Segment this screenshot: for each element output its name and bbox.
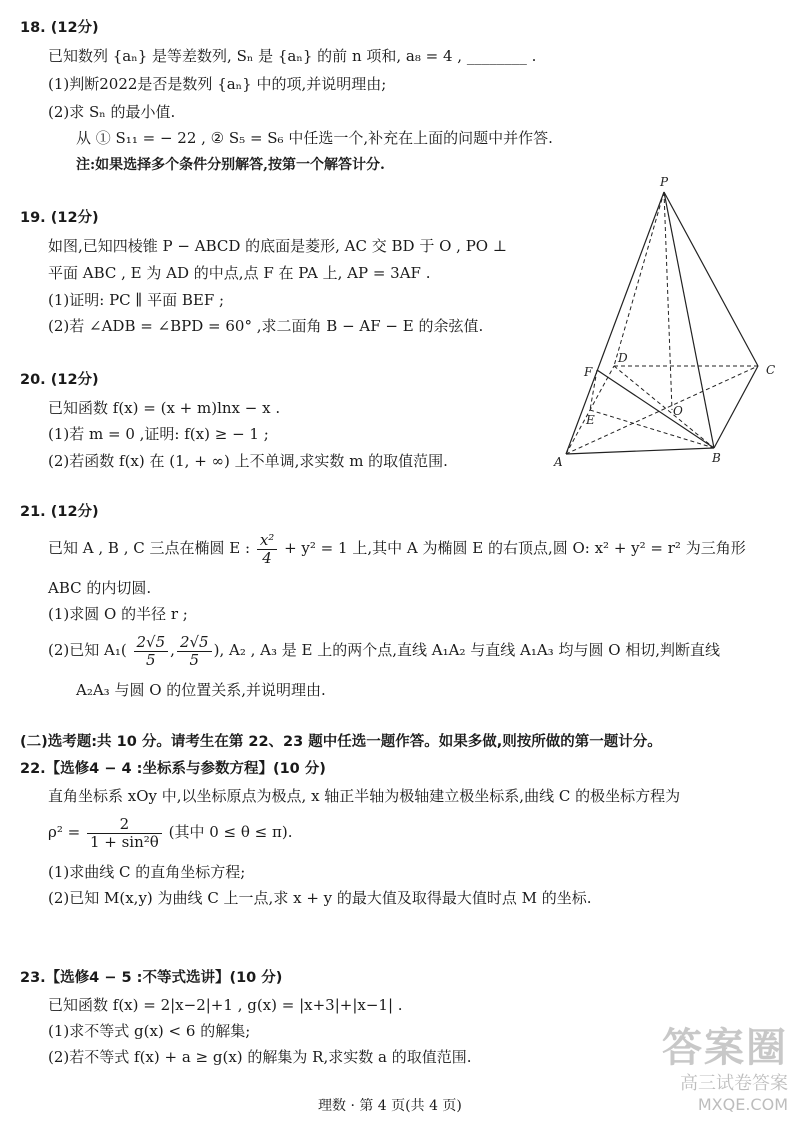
seg-EB [590, 410, 714, 448]
label-E: E [586, 413, 595, 427]
q21-part2a: (2)已知 A₁( [48, 641, 127, 659]
label-C: C [766, 363, 776, 377]
q19-title: 19. (12分) [20, 210, 99, 226]
q22-fraction [87, 816, 162, 851]
label-P: P [660, 175, 669, 189]
edge-AB [566, 448, 714, 454]
a1-y-fraction [177, 634, 212, 669]
q20-title: 20. (12分) [20, 372, 99, 388]
watermark-site: MXQE.COM [697, 1095, 788, 1114]
pyramid-figure [548, 170, 788, 470]
q21-part2: (2)已知 A₁( $\frac{2√5}{5}$ , $\frac{2√5}{5}$ ), A₂ , A₃ 是 E 上的两个点,直线 A₁A₂ 与直线 A₁A₃ 均与圆 O 相切,判断直线 [48, 632, 721, 669]
q23-part1: (1)求不等式 g(x) < 6 的解集; [48, 1022, 251, 1040]
q18-title: 18. (12分) [20, 20, 99, 36]
a1-y-numerator: 2√5 [177, 634, 212, 652]
q21-line2: ABC 的内切圆. [48, 579, 152, 597]
watermark-title: 答案圈 [662, 1025, 788, 1071]
q21-line1b: + y² = 1 上,其中 A 为椭圆 E 的右顶点,圆 O: x² + y² = r² 为三角形 [284, 539, 746, 557]
label-F: F [584, 365, 593, 379]
section2-heading: (二)选考题:共 10 分。请考生在第 22、23 题中任选一题作答。如果多做,则按所做的第一题计分。 [20, 734, 662, 750]
page-footer: 理数 · 第 4 页(共 4 页) [318, 1098, 462, 1114]
q23-stem: 已知函数 f(x) = 2|x−2|+1 , g(x) = |x+3|+|x−1| . [48, 996, 403, 1014]
q22-range: (其中 0 ≤ θ ≤ π). [168, 823, 293, 841]
diag-AC [566, 366, 758, 454]
q18-stem: 已知数列 {aₙ} 是等差数列, Sₙ 是 {aₙ} 的前 n 项和, a₈ = 4 , ________ . [48, 47, 537, 65]
q22-title: 22.【选修4 − 4 :坐标系与参数方程】(10 分) [20, 761, 326, 777]
q22-equation [48, 812, 292, 852]
label-O: O [673, 404, 683, 418]
q21-part1: (1)求圆 O 的半径 r ; [48, 605, 188, 623]
diag-BD [614, 366, 714, 448]
watermark [662, 1027, 788, 1114]
q22-stem: 直角坐标系 xOy 中,以坐标原点为极点, x 轴正半轴为极轴建立极坐标系,曲线 C 的极坐标方程为 [48, 787, 681, 805]
q22-numerator: 2 [87, 816, 162, 834]
q18-part2: (2)求 Sₙ 的最小值. [48, 103, 176, 121]
a1-x-numerator: 2√5 [134, 634, 169, 652]
edge-FB [597, 370, 714, 448]
a1-x-fraction [134, 634, 169, 669]
edge-PD [614, 192, 664, 366]
q18-choice: 从 ① S₁₁ = − 22 , ② S₅ = S₆ 中任选一个,补充在上面的问题中并作答. [76, 129, 553, 147]
a1-y-denominator: 5 [189, 650, 200, 669]
q21-line1 [48, 530, 746, 567]
q22-part1: (1)求曲线 C 的直角坐标方程; [48, 863, 246, 881]
q21-title: 21. (12分) [20, 504, 99, 520]
label-D: D [618, 351, 628, 365]
q20-stem: 已知函数 f(x) = (x + m)lnx − x . [48, 399, 281, 417]
ellipse-denominator: 4 [262, 548, 272, 567]
q18-note: 注:如果选择多个条件分别解答,按第一个解答计分. [76, 157, 385, 173]
q21-line1a: 已知 A , B , C 三点在椭圆 E : [48, 539, 251, 557]
edge-PA [566, 192, 664, 454]
q19-line1: 如图,已知四棱锥 P − ABCD 的底面是菱形, AC 交 BD 于 O , PO ⊥ [48, 237, 507, 255]
q20-part2: (2)若函数 f(x) 在 (1, + ∞) 上不单调,求实数 m 的取值范围. [48, 452, 448, 470]
q22-denominator: 1 + sin²θ [89, 832, 159, 851]
q23-part2: (2)若不等式 f(x) + a ≥ g(x) 的解集为 R,求实数 a 的取值范围. [48, 1048, 472, 1066]
q22-rho: ρ² = [48, 823, 81, 841]
edge-PC [664, 192, 758, 366]
ellipse-fraction [257, 532, 277, 567]
label-B: B [712, 451, 721, 465]
q19-line2: 平面 ABC , E 为 AD 的中点,点 F 在 PA 上, AP = 3AF . [48, 264, 431, 282]
ellipse-numerator: x² [257, 532, 277, 550]
label-A: A [554, 455, 563, 469]
watermark-subtitle: 高三试卷答案 [680, 1073, 788, 1094]
q18-part1: (1)判断2022是否是数列 {aₙ} 中的项,并说明理由; [48, 75, 387, 93]
q21-part3: A₂A₃ 与圆 O 的位置关系,并说明理由. [76, 681, 326, 699]
q20-part1: (1)若 m = 0 ,证明: f(x) ≥ − 1 ; [48, 425, 269, 443]
q19-part2: (2)若 ∠ADB = ∠BPD = 60° ,求二面角 B − AF − E 的余弦值. [48, 317, 484, 335]
q21-part2b: ), A₂ , A₃ 是 E 上的两个点,直线 A₁A₂ 与直线 A₁A₃ 均与圆 O 相切,判断直线 [213, 641, 721, 659]
q22-part2: (2)已知 M(x,y) 为曲线 C 上一点,求 x + y 的最大值及取得最大值时点 M 的坐标. [48, 889, 592, 907]
q19-part1: (1)证明: PC ∥ 平面 BEF ; [48, 291, 225, 309]
q23-title: 23.【选修4 − 5 :不等式选讲】(10 分) [20, 970, 283, 986]
a1-x-denominator: 5 [146, 650, 156, 669]
edge-BC [714, 366, 758, 448]
